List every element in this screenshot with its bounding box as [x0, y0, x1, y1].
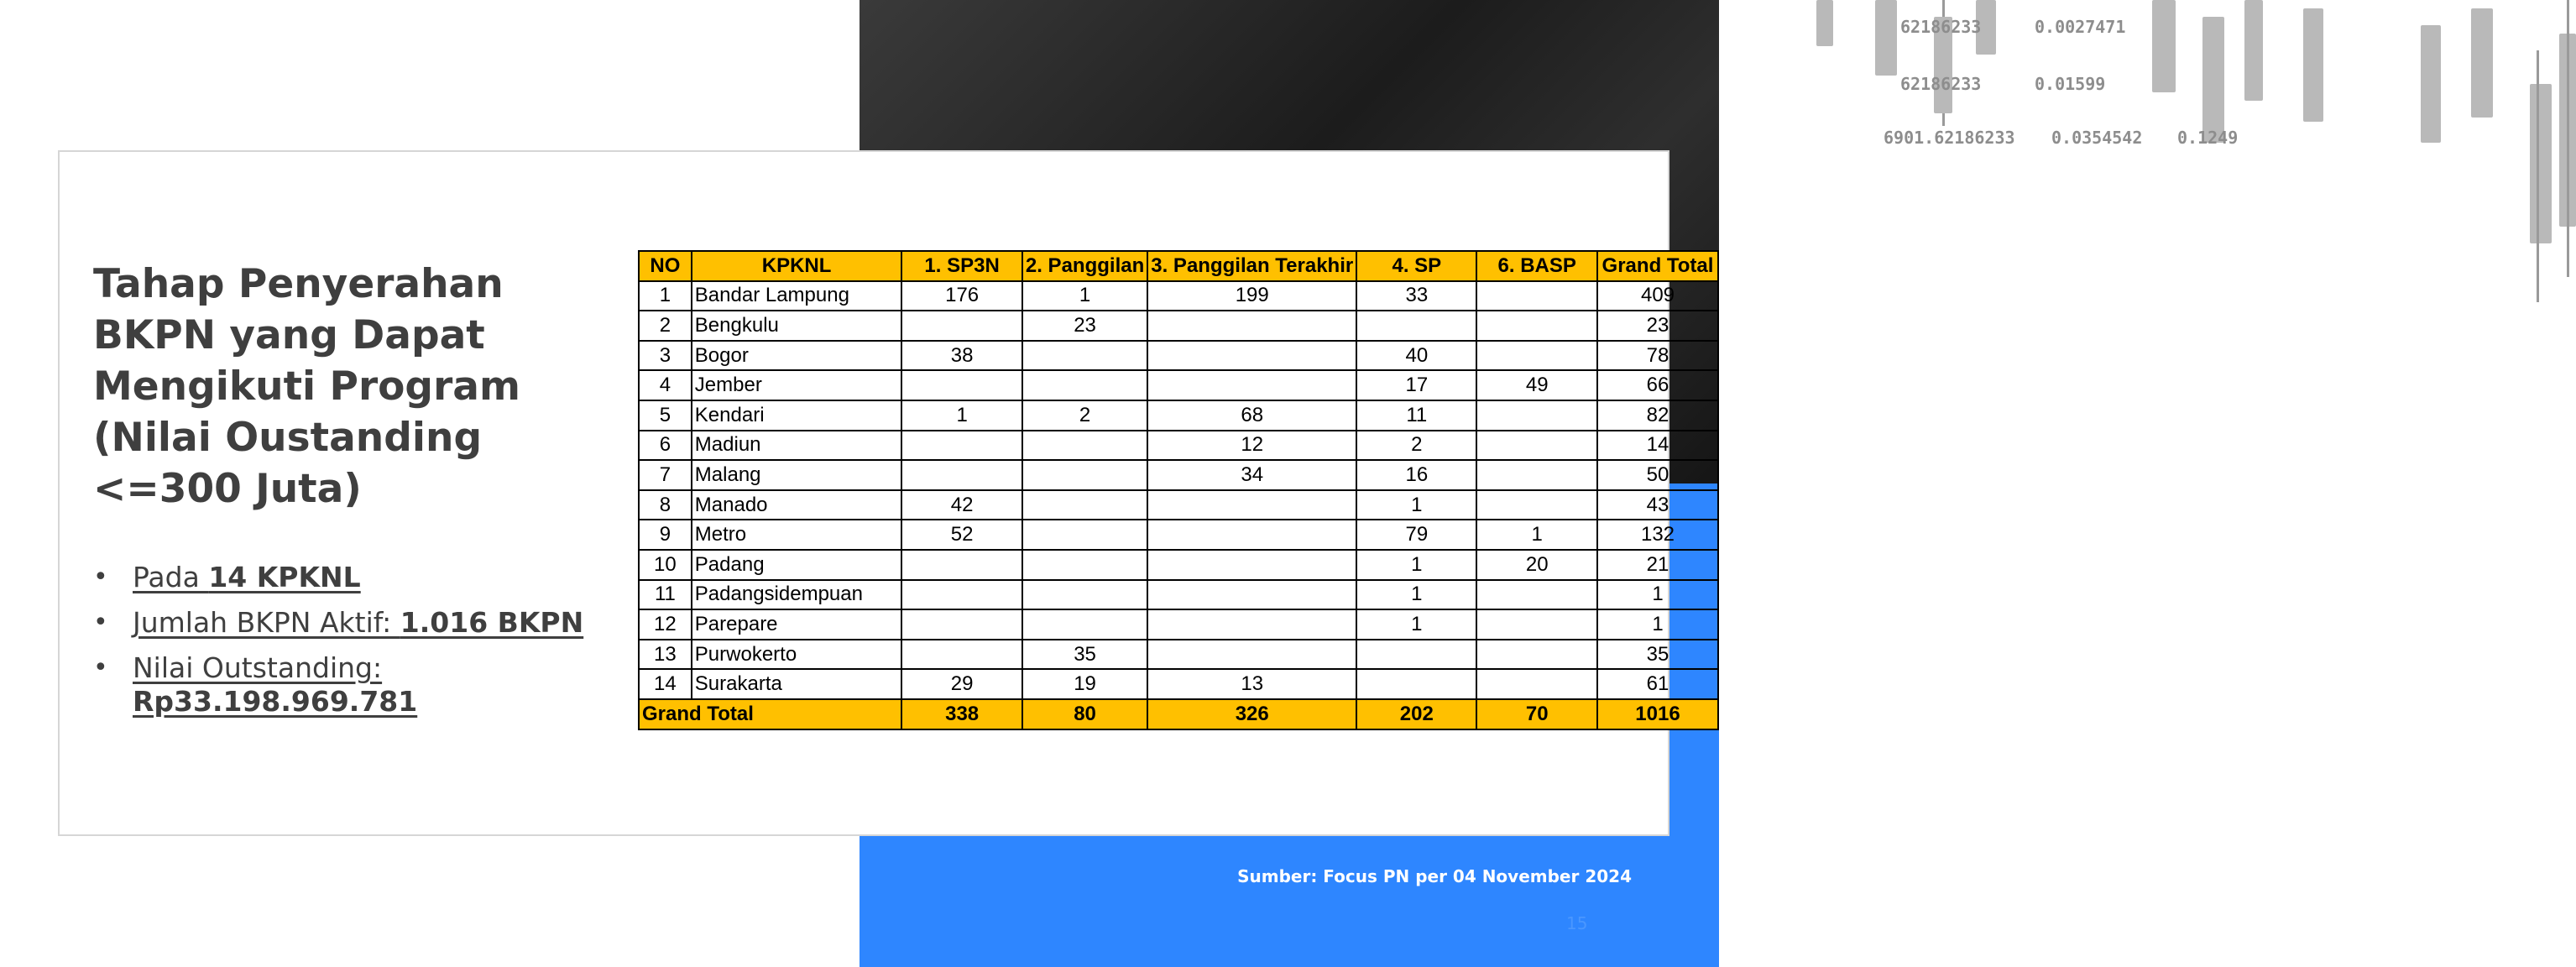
total-cell: 80	[1022, 699, 1147, 729]
row-number-cell: 14	[639, 669, 692, 699]
value-cell	[1147, 311, 1356, 341]
bullet-text	[133, 606, 583, 639]
table-row	[639, 580, 1718, 610]
value-cell	[1147, 341, 1356, 371]
slide-title: Tahap Penyerahan BKPN yang Dapat Mengikuti Program (Nilai Oustanding <=300 Juta)	[93, 261, 520, 512]
value-cell	[901, 311, 1022, 341]
table-row	[639, 281, 1718, 311]
table-row	[639, 669, 1718, 699]
value-cell: 132	[1597, 520, 1718, 550]
value-cell	[901, 370, 1022, 400]
candle-bar	[2202, 17, 2224, 143]
value-cell: 1	[1597, 609, 1718, 640]
kpknl-name-cell: Purwokerto	[692, 640, 902, 670]
value-cell: 52	[901, 520, 1022, 550]
table-row	[639, 609, 1718, 640]
bullet-dot-icon: •	[93, 608, 108, 637]
value-cell	[1476, 431, 1597, 461]
total-label: Grand Total	[639, 699, 901, 729]
table-row	[639, 490, 1718, 520]
header-panggilan: 2. Panggilan	[1022, 251, 1147, 281]
value-cell	[1147, 609, 1356, 640]
value-cell: 33	[1356, 281, 1476, 311]
value-cell: 1	[1356, 490, 1476, 520]
total-cell: 326	[1147, 699, 1356, 729]
kpknl-name-cell: Kendari	[692, 400, 902, 431]
value-cell	[1476, 400, 1597, 431]
value-cell: 82	[1597, 400, 1718, 431]
value-cell	[1147, 490, 1356, 520]
value-cell: 23	[1022, 311, 1147, 341]
value-cell	[901, 609, 1022, 640]
bullet-outstanding-value	[93, 651, 597, 719]
row-number-cell: 1	[639, 281, 692, 311]
value-cell: 34	[1147, 460, 1356, 490]
table-row	[639, 370, 1718, 400]
row-number-cell: 8	[639, 490, 692, 520]
value-cell: 35	[1022, 640, 1147, 670]
row-number-cell: 13	[639, 640, 692, 670]
bullet-value: 14 KPKNL	[208, 561, 361, 593]
value-cell	[1476, 669, 1597, 699]
value-cell: 68	[1147, 400, 1356, 431]
value-cell	[1476, 580, 1597, 610]
header-basp: 6. BASP	[1476, 251, 1597, 281]
background-number: 0.1249	[2177, 128, 2239, 148]
value-cell	[901, 460, 1022, 490]
kpknl-data-table	[638, 250, 1719, 730]
candle-bar	[2244, 0, 2263, 101]
value-cell: 43	[1597, 490, 1718, 520]
header-sp: 4. SP	[1356, 251, 1476, 281]
value-cell	[1147, 550, 1356, 580]
row-number-cell: 6	[639, 431, 692, 461]
candle-bar	[1875, 0, 1897, 76]
row-number-cell: 9	[639, 520, 692, 550]
value-cell: 1	[1356, 580, 1476, 610]
candle-bar	[2152, 0, 2176, 92]
table-row	[639, 550, 1718, 580]
value-cell	[1022, 550, 1147, 580]
kpknl-name-cell: Metro	[692, 520, 902, 550]
candle-bar	[2530, 84, 2552, 243]
value-cell	[1476, 640, 1597, 670]
bullet-text	[133, 561, 361, 593]
value-cell	[901, 640, 1022, 670]
value-cell	[1476, 341, 1597, 371]
value-cell: 40	[1356, 341, 1476, 371]
value-cell: 66	[1597, 370, 1718, 400]
value-cell: 29	[901, 669, 1022, 699]
value-cell: 12	[1147, 431, 1356, 461]
kpknl-name-cell: Parepare	[692, 609, 902, 640]
kpknl-name-cell: Bandar Lampung	[692, 281, 902, 311]
value-cell: 2	[1022, 400, 1147, 431]
value-cell: 1	[1356, 550, 1476, 580]
value-cell: 176	[901, 281, 1022, 311]
bullet-bkpn-active	[93, 606, 597, 640]
value-cell: 1	[1022, 281, 1147, 311]
total-cell: 1016	[1597, 699, 1718, 729]
value-cell: 409	[1597, 281, 1718, 311]
kpknl-name-cell: Padangsidempuan	[692, 580, 902, 610]
value-cell: 17	[1356, 370, 1476, 400]
table-body	[639, 281, 1718, 699]
header-sp3n: 1. SP3N	[901, 251, 1022, 281]
value-cell: 42	[901, 490, 1022, 520]
value-cell	[1022, 490, 1147, 520]
value-cell	[1022, 431, 1147, 461]
table-row	[639, 400, 1718, 431]
table-row	[639, 460, 1718, 490]
value-cell: 16	[1356, 460, 1476, 490]
table-row	[639, 640, 1718, 670]
kpknl-name-cell: Bogor	[692, 341, 902, 371]
header-kpknl: KPKNL	[692, 251, 902, 281]
value-cell	[1476, 460, 1597, 490]
value-cell: 79	[1356, 520, 1476, 550]
value-cell: 14	[1597, 431, 1718, 461]
table-row	[639, 431, 1718, 461]
value-cell	[1147, 640, 1356, 670]
total-cell: 70	[1476, 699, 1597, 729]
row-number-cell: 3	[639, 341, 692, 371]
value-cell	[1147, 370, 1356, 400]
candle-wick	[2567, 0, 2569, 277]
table-row	[639, 520, 1718, 550]
candle-bar	[2471, 8, 2493, 118]
row-number-cell: 12	[639, 609, 692, 640]
value-cell	[1022, 370, 1147, 400]
row-number-cell: 7	[639, 460, 692, 490]
page-number: 15	[1566, 913, 1588, 933]
value-cell: 38	[901, 341, 1022, 371]
value-cell	[901, 550, 1022, 580]
header-grand-total: Grand Total	[1597, 251, 1718, 281]
header-no: NO	[639, 251, 692, 281]
table-row	[639, 311, 1718, 341]
value-cell	[1022, 520, 1147, 550]
bullet-prefix: Nilai Outstanding:	[133, 651, 383, 684]
value-cell: 35	[1597, 640, 1718, 670]
value-cell	[1147, 580, 1356, 610]
value-cell	[1022, 580, 1147, 610]
value-cell	[1022, 460, 1147, 490]
value-cell	[1022, 341, 1147, 371]
row-number-cell: 10	[639, 550, 692, 580]
row-number-cell: 2	[639, 311, 692, 341]
bullet-dot-icon: •	[93, 562, 108, 592]
background-number: 0.0027471	[2035, 17, 2126, 37]
kpknl-name-cell: Malang	[692, 460, 902, 490]
value-cell: 11	[1356, 400, 1476, 431]
value-cell: 1	[901, 400, 1022, 431]
value-cell	[1147, 520, 1356, 550]
value-cell: 23	[1597, 311, 1718, 341]
value-cell	[1476, 311, 1597, 341]
value-cell: 1	[1476, 520, 1597, 550]
total-cell: 202	[1356, 699, 1476, 729]
summary-bullets	[93, 561, 597, 730]
row-number-cell: 4	[639, 370, 692, 400]
candle-bar	[1816, 0, 1833, 46]
bullet-text	[133, 651, 417, 718]
value-cell	[1356, 311, 1476, 341]
row-number-cell: 5	[639, 400, 692, 431]
kpknl-name-cell: Padang	[692, 550, 902, 580]
bullet-kpknl-count	[93, 561, 597, 594]
kpknl-name-cell: Surakarta	[692, 669, 902, 699]
table-total-row	[639, 699, 1718, 729]
row-number-cell: 11	[639, 580, 692, 610]
bullet-prefix: Jumlah BKPN Aktif:	[133, 606, 400, 639]
kpknl-name-cell: Jember	[692, 370, 902, 400]
value-cell: 78	[1597, 341, 1718, 371]
header-panggilan-terakhir: 3. Panggilan Terakhir	[1147, 251, 1356, 281]
value-cell: 20	[1476, 550, 1597, 580]
candle-bar	[2303, 8, 2323, 122]
candle-bar	[2421, 25, 2441, 143]
kpknl-name-cell: Manado	[692, 490, 902, 520]
value-cell	[901, 431, 1022, 461]
bullet-value: 1.016 BKPN	[400, 606, 584, 639]
value-cell	[1476, 490, 1597, 520]
background-number: 62186233	[1900, 17, 1982, 37]
total-cell: 338	[901, 699, 1022, 729]
kpknl-name-cell: Madiun	[692, 431, 902, 461]
bullet-value: Rp33.198.969.781	[133, 685, 418, 718]
value-cell: 21	[1597, 550, 1718, 580]
bullet-prefix: Pada	[133, 561, 209, 593]
value-cell: 19	[1022, 669, 1147, 699]
value-cell	[1356, 640, 1476, 670]
background-number: 6901.62186233	[1884, 128, 2015, 148]
value-cell: 50	[1597, 460, 1718, 490]
source-note: Sumber: Focus PN per 04 November 2024	[1237, 866, 1632, 886]
background-number: 0.01599	[2035, 74, 2106, 94]
kpknl-name-cell: Bengkulu	[692, 311, 902, 341]
value-cell	[1476, 281, 1597, 311]
table-row	[639, 341, 1718, 371]
value-cell: 2	[1356, 431, 1476, 461]
bullet-dot-icon: •	[93, 653, 108, 682]
background-number: 0.0354542	[2051, 128, 2143, 148]
value-cell	[1476, 609, 1597, 640]
value-cell: 49	[1476, 370, 1597, 400]
value-cell: 13	[1147, 669, 1356, 699]
value-cell: 61	[1597, 669, 1718, 699]
value-cell: 1	[1597, 580, 1718, 610]
value-cell: 1	[1356, 609, 1476, 640]
table-header-row	[639, 251, 1718, 281]
value-cell: 199	[1147, 281, 1356, 311]
background-number: 62186233	[1900, 74, 1982, 94]
value-cell	[901, 580, 1022, 610]
candle-wick	[2537, 50, 2539, 302]
value-cell	[1022, 609, 1147, 640]
value-cell	[1356, 669, 1476, 699]
